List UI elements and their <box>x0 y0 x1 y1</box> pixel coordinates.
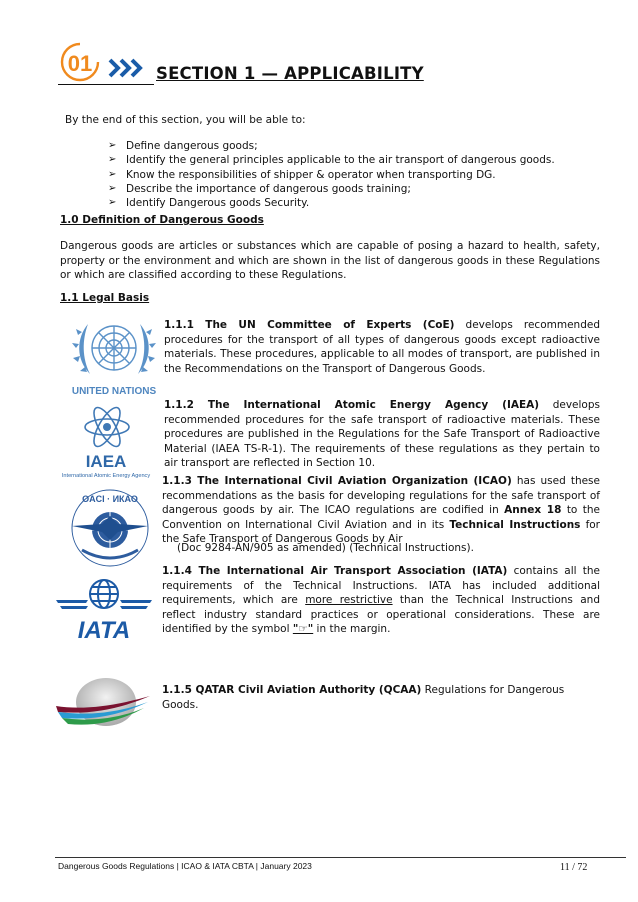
arrow-bullet-icon: ➢ <box>108 197 117 209</box>
section-title: SECTION 1 — APPLICABILITY <box>156 64 424 83</box>
arrow-bullet-icon: ➢ <box>108 154 117 166</box>
icao-text: to the Convention on International Civil Aviation and in its <box>162 504 600 531</box>
un-paragraph <box>164 318 600 376</box>
qcaa-logo <box>54 672 152 738</box>
annex-18: Annex 18 <box>504 504 562 517</box>
iaea-paragraph <box>164 398 600 471</box>
definition-text: Dangerous goods are articles or substances which are capable of posing a hazard to health, safety, property or the environment and which are shown in the list of dangerous goods in these Regulations or which are classified according to these Regulations. <box>60 240 600 282</box>
iata-text: in the margin. <box>313 623 391 636</box>
qcaa-swoosh-icon <box>54 672 152 738</box>
intro-text: By the end of this section, you will be able to: <box>65 114 306 126</box>
un-title: 1.1.1 The UN Committee of Experts (CoE) <box>164 319 455 331</box>
iata-text: than the Technical Instructions and reflect industry standard practices or operational considerations. These are identified by the symbol <box>162 594 600 636</box>
technical-instructions: Technical Instructions <box>449 518 581 531</box>
un-text: develops recommended procedures for the transport of all types of dangerous goods except radioactive materials. These procedures, applicable to all modes of transport, are published in the Recommendations on the Transport of Dangerous Goods. <box>164 319 600 375</box>
iata-globe-icon <box>52 574 156 644</box>
icao-emblem-icon <box>62 486 158 570</box>
list-item: ➢ Describe the importance of dangerous goods training; <box>108 182 411 195</box>
icao-text: has used these recommendations as the basis for developing regulations for the safe transport of dangerous goods by air. The ICAO regulations are codified in <box>162 475 600 517</box>
iaea-logo-sub: International Atomic Energy Agency <box>61 473 151 479</box>
icao-title: 1.1.3 The International Civil Aviation Organization (ICAO) <box>162 475 512 487</box>
pointing-hand-symbol: "☞" <box>292 623 314 636</box>
list-item: ➢ Identify Dangerous goods Security. <box>108 197 310 210</box>
atom-icon <box>82 402 132 452</box>
chevron-right-icon <box>108 58 148 78</box>
icao-paragraph <box>162 474 600 547</box>
iaea-logo-label: IAEA <box>85 452 127 471</box>
icao-text: for the Safe Transport of Dangerous Goods by Air <box>162 518 601 546</box>
footer-divider <box>55 857 626 858</box>
iata-logo-label: IATA <box>77 617 131 644</box>
iaea-logo <box>52 402 160 482</box>
section-number: 01 <box>67 51 93 76</box>
page-number: 11 / 72 <box>560 862 588 873</box>
icao-logo-label: OACI · ИКАО <box>82 494 138 504</box>
arrow-bullet-icon: ➢ <box>108 182 117 194</box>
iata-logo <box>52 574 156 644</box>
arrow-bullet-icon: ➢ <box>108 140 117 151</box>
icao-doc-reference: (Doc 9284-AN/905 as amended) (Technical Instructions). <box>177 542 474 554</box>
legal-basis-heading: 1.1 Legal Basis <box>60 292 150 304</box>
iaea-text: develops recommended procedures for the safe transport of radioactive materials. These procedures are published in the Regulations for the Safe Transport of Radioactive Material (IAEA TS-R-1). The requirements of these regulations as they pertain to air transport are reflected in Section 10. <box>164 399 600 470</box>
iata-text: contains all the requirements of the Technical Instructions. IATA has included additional requirements, which are <box>162 565 600 607</box>
footer-text: Dangerous Goods Regulations | ICAO & IATA CBTA | January 2023 <box>58 861 312 871</box>
iaea-title: 1.1.2 The International Atomic Energy Agency (IAEA) <box>164 399 540 411</box>
un-logo-label: UNITED NATIONS <box>71 386 157 397</box>
more-restrictive: more restrictive <box>305 594 393 607</box>
iata-title: 1.1.4 The International Air Transport Association (IATA) <box>162 565 508 577</box>
icao-logo <box>62 486 158 570</box>
list-item: ➢ Identify the general principles applicable to the air transport of dangerous goods. <box>108 154 555 167</box>
qcaa-paragraph <box>162 683 600 712</box>
arrow-bullet-icon: ➢ <box>108 168 117 180</box>
section-header <box>58 40 618 88</box>
header-underline <box>58 84 154 85</box>
section-number-badge <box>58 40 114 84</box>
qcaa-text: Regulations for Dangerous Goods. <box>162 684 565 711</box>
iata-paragraph <box>162 564 600 637</box>
list-item: ➢ Define dangerous goods; <box>108 140 258 152</box>
qcaa-title: 1.1.5 QATAR Civil Aviation Authority (QCAA) <box>162 684 422 696</box>
objectives-list <box>108 139 608 210</box>
definition-heading: 1.0 Definition of Dangerous Goods <box>60 214 264 226</box>
list-item: ➢ Know the responsibilities of shipper & operator when transporting DG. <box>108 168 496 181</box>
un-emblem-icon <box>68 312 160 386</box>
un-logo <box>68 312 160 400</box>
